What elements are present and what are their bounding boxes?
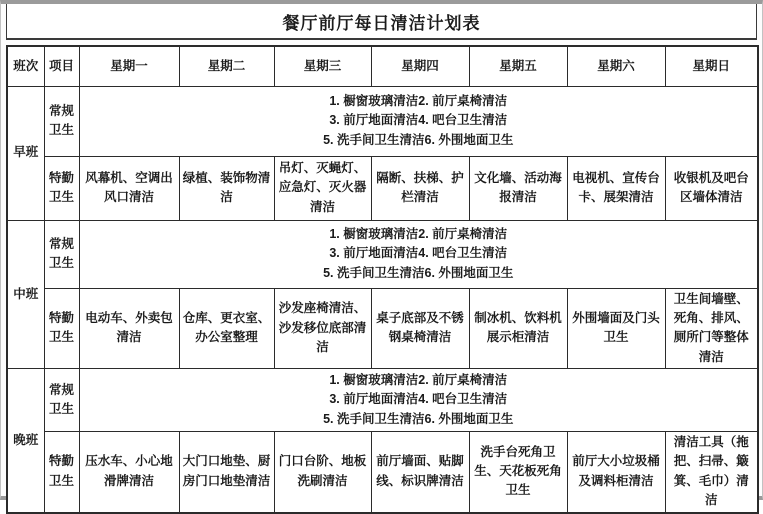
table-row <box>7 86 758 156</box>
middle-special-wed: 沙发座椅清洁、沙发移位底部清洁 <box>274 288 371 369</box>
morning-regular-tasks <box>79 86 758 156</box>
regular-task-line: 5. 洗手间卫生清洁6. 外围地面卫生 <box>323 132 514 147</box>
header-shift: 班次 <box>7 46 44 86</box>
header-sunday: 星期日 <box>665 46 758 86</box>
regular-task-line: 5. 洗手间卫生清洁6. 外围地面卫生 <box>323 411 514 426</box>
header-thursday: 星期四 <box>371 46 469 86</box>
evening-special-tue: 大门口地垫、厨房门口地垫清洁 <box>179 432 274 513</box>
header-item: 项目 <box>44 46 79 86</box>
evening-special-sun: 清洁工具（拖把、扫帚、簸箕、毛巾）清洁 <box>665 432 758 513</box>
middle-special-thu: 桌子底部及不锈钢桌椅清洁 <box>371 288 469 369</box>
table-row <box>7 156 758 220</box>
regular-task-line: 3. 前厅地面清洁4. 吧台卫生清洁 <box>329 113 508 128</box>
table-row <box>7 288 758 369</box>
morning-special-mon: 风幕机、空调出风口清洁 <box>79 156 179 220</box>
shift-middle-label: 中班 <box>7 220 44 369</box>
shift-evening-label: 晚班 <box>7 369 44 513</box>
morning-special-wed: 吊灯、灭蝇灯、应急灯、灭火器清洁 <box>274 156 371 220</box>
middle-special-fri: 制冰机、饮料机展示柜清洁 <box>469 288 567 369</box>
regular-task-line: 3. 前厅地面清洁4. 吧台卫生清洁 <box>329 392 508 407</box>
middle-special-sun: 卫生间墙壁、死角、排风、厕所门等整体清洁 <box>665 288 758 369</box>
middle-special-sat: 外围墙面及门头卫生 <box>567 288 665 369</box>
morning-special-thu: 隔断、扶梯、护栏清洁 <box>371 156 469 220</box>
morning-special-sun: 收银机及吧台区墙体清洁 <box>665 156 758 220</box>
evening-special-wed: 门口台阶、地板洗刷清洁 <box>274 432 371 513</box>
header-tuesday: 星期二 <box>179 46 274 86</box>
header-saturday: 星期六 <box>567 46 665 86</box>
header-friday: 星期五 <box>469 46 567 86</box>
morning-regular-label: 常规卫生 <box>44 86 79 156</box>
table-row <box>7 432 758 513</box>
cleaning-plan-table <box>6 45 759 514</box>
morning-special-sat: 电视机、宣传台卡、展架清洁 <box>567 156 665 220</box>
header-wednesday: 星期三 <box>274 46 371 86</box>
morning-special-label: 特勤卫生 <box>44 156 79 220</box>
morning-special-tue: 绿植、装饰物清洁 <box>179 156 274 220</box>
evening-regular-tasks <box>79 369 758 432</box>
header-monday: 星期一 <box>79 46 179 86</box>
evening-special-fri: 洗手台死角卫生、天花板死角卫生 <box>469 432 567 513</box>
header-row <box>7 46 758 86</box>
regular-task-line: 3. 前厅地面清洁4. 吧台卫生清洁 <box>329 246 508 261</box>
regular-task-line: 1. 橱窗玻璃清洁2. 前厅桌椅清洁 <box>329 93 508 108</box>
evening-special-sat: 前厅大小垃圾桶及调料柜清洁 <box>567 432 665 513</box>
middle-special-mon: 电动车、外卖包清洁 <box>79 288 179 369</box>
table-row <box>7 369 758 432</box>
evening-regular-label: 常规卫生 <box>44 369 79 432</box>
evening-special-mon: 压水车、小心地滑牌清洁 <box>79 432 179 513</box>
middle-regular-label: 常规卫生 <box>44 220 79 288</box>
shift-morning-label: 早班 <box>7 86 44 220</box>
evening-special-thu: 前厅墙面、贴脚线、标识牌清洁 <box>371 432 469 513</box>
regular-task-line: 1. 橱窗玻璃清洁2. 前厅桌椅清洁 <box>329 372 508 387</box>
middle-regular-tasks <box>79 220 758 288</box>
table-row <box>7 220 758 288</box>
middle-special-label: 特勤卫生 <box>44 288 79 369</box>
regular-task-line: 5. 洗手间卫生清洁6. 外围地面卫生 <box>323 265 514 280</box>
morning-special-fri: 文化墙、活动海报清洁 <box>469 156 567 220</box>
middle-special-tue: 仓库、更衣室、办公室整理 <box>179 288 274 369</box>
regular-task-line: 1. 橱窗玻璃清洁2. 前厅桌椅清洁 <box>329 226 508 241</box>
evening-special-label: 特勤卫生 <box>44 432 79 513</box>
table-title: 餐厅前厅每日清洁计划表 <box>6 4 757 40</box>
